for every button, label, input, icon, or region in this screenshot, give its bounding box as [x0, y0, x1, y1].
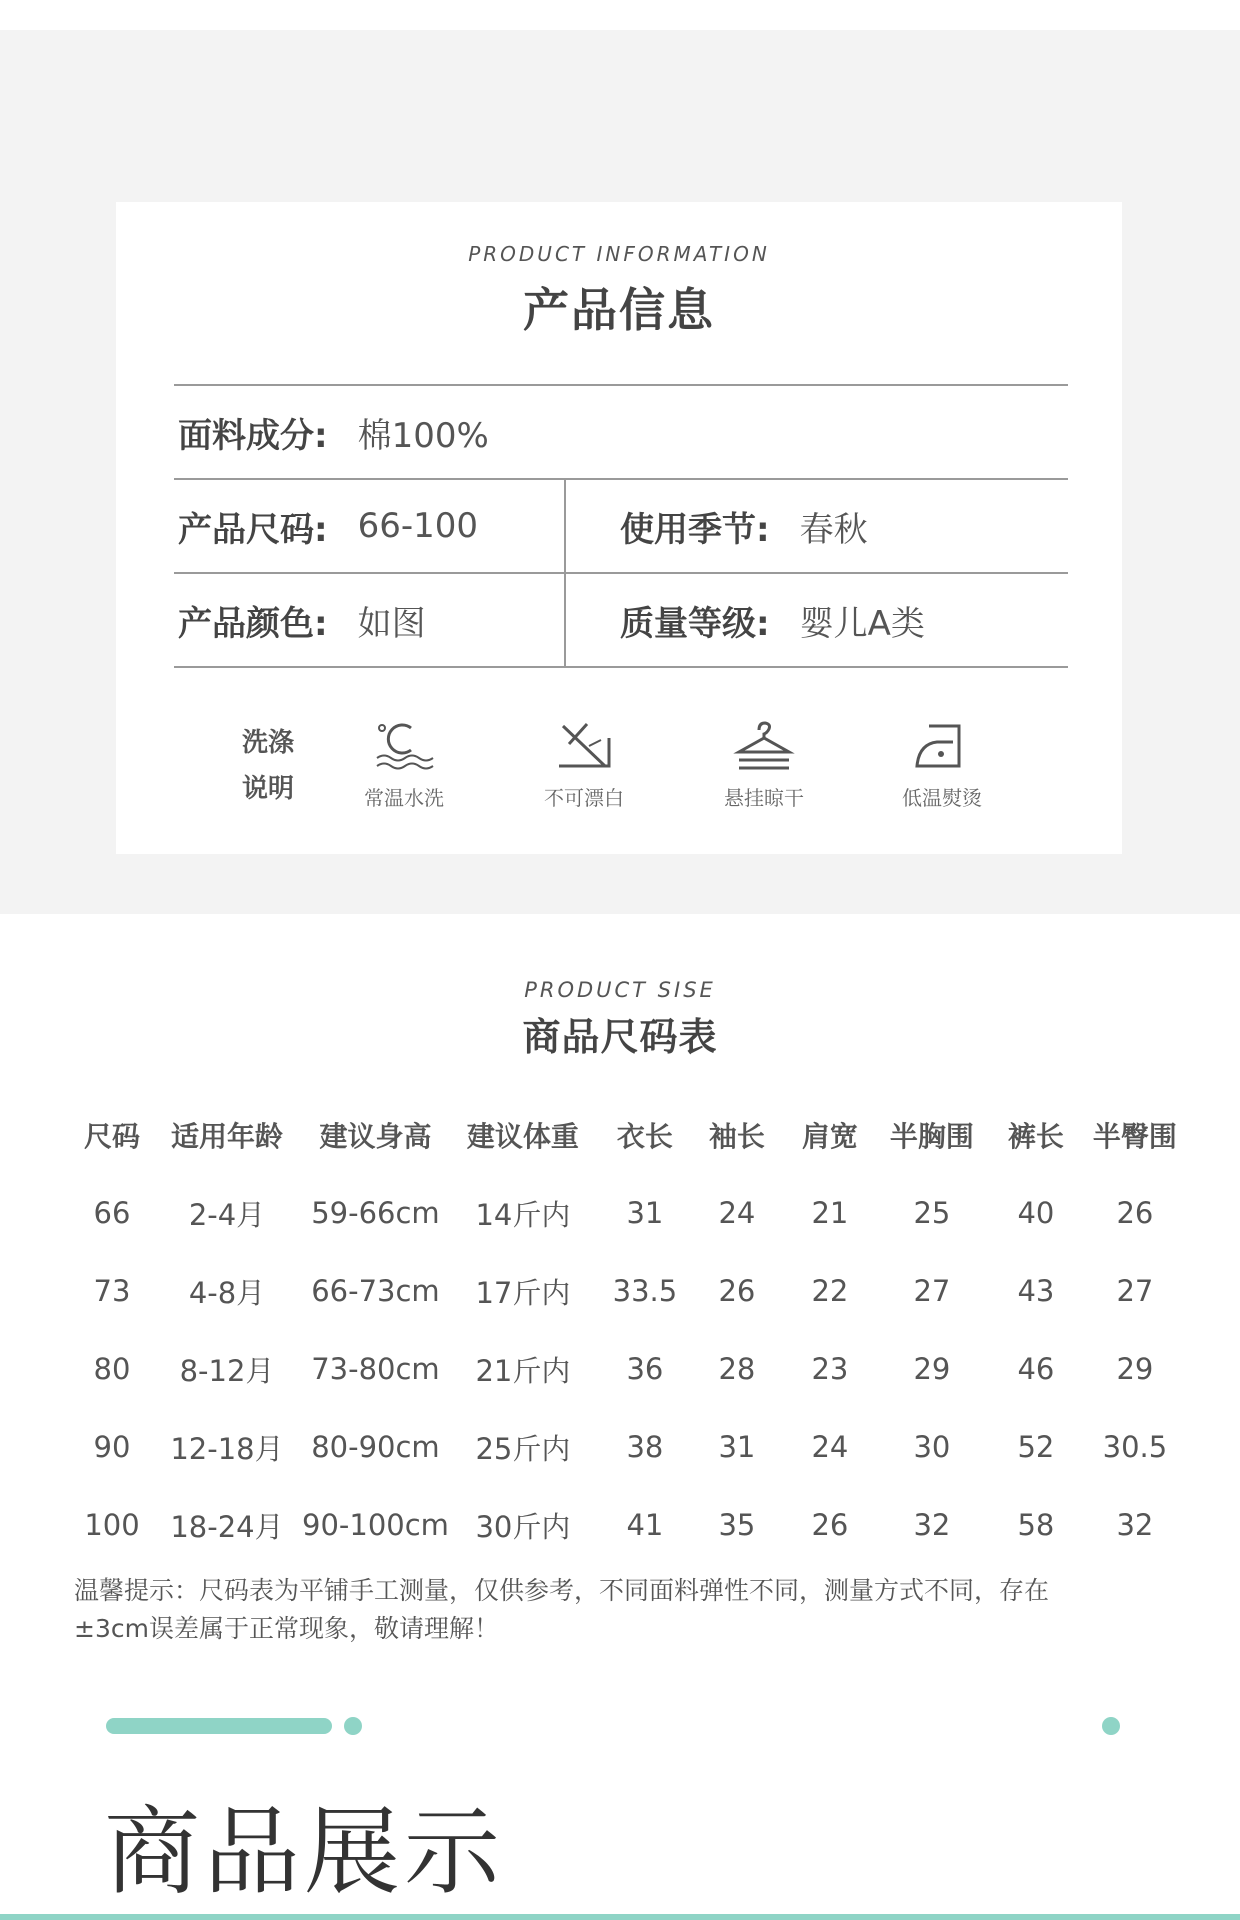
table-cell: 73 [93, 1274, 131, 1308]
table-cell: 30.5 [1102, 1430, 1168, 1464]
size-table [72, 1096, 1183, 1564]
table-cell: 80 [93, 1352, 131, 1386]
table-cell: 66-73cm [311, 1274, 440, 1308]
size-tip-line1: 温馨提示：尺码表为平铺手工测量，仅供参考，不同面料弹性不同，测量方式不同，存在 [74, 1576, 1050, 1605]
header-cell: 适用年龄 [170, 1120, 283, 1153]
header-cell: 尺码 [83, 1120, 140, 1153]
low-iron-label: 低温熨烫 [902, 786, 982, 810]
decor-dot-left [344, 1717, 362, 1735]
wash-normal-temp-icon [369, 720, 439, 774]
table-cell: 25 [913, 1196, 951, 1230]
table-cell: 29 [913, 1352, 951, 1386]
divider [174, 666, 1068, 668]
header-cell: 衣长 [616, 1120, 673, 1153]
color-value: 如图 [357, 603, 426, 644]
table-cell: 100 [84, 1508, 140, 1542]
table-cell: 31 [718, 1430, 756, 1464]
table-cell: 80-90cm [311, 1430, 440, 1464]
color-label: 产品颜色: [178, 603, 328, 644]
grade-label: 质量等级: [620, 603, 770, 644]
table-cell: 90 [93, 1430, 131, 1464]
decor-bar [106, 1718, 332, 1734]
no-bleach-label: 不可漂白 [544, 786, 624, 810]
showcase-title: 商品展示 [104, 1796, 504, 1908]
grade-value: 婴儿A类 [799, 603, 925, 644]
table-cell: 21 [811, 1196, 849, 1230]
table-cell: 73-80cm [311, 1352, 440, 1386]
table-cell: 4-8月 [188, 1275, 266, 1310]
season-row [620, 480, 868, 572]
table-cell: 26 [1116, 1196, 1154, 1230]
wash-normal-temp-label: 常温水洗 [364, 786, 444, 810]
size-value: 66-100 [357, 506, 479, 546]
top-margin [0, 0, 1240, 30]
table-cell: 33.5 [612, 1274, 678, 1308]
table-row [72, 1486, 1183, 1564]
low-iron-icon [907, 720, 977, 774]
table-cell: 36 [626, 1352, 664, 1386]
table-cell: 29 [1116, 1352, 1154, 1386]
table-cell: 8-12月 [179, 1353, 275, 1388]
size-chart-title: 商品尺码表 [522, 1015, 718, 1059]
product-info-title: 产品信息 [523, 283, 715, 337]
table-cell: 24 [811, 1430, 849, 1464]
header-cell: 建议身高 [319, 1120, 432, 1153]
table-cell: 46 [1017, 1352, 1055, 1386]
table-header-row [72, 1096, 1183, 1174]
column-divider [564, 478, 566, 668]
wash-item-no-bleach [514, 720, 654, 811]
table-cell: 66 [93, 1196, 131, 1230]
table-cell: 40 [1017, 1196, 1055, 1230]
table-cell: 27 [1116, 1274, 1154, 1308]
table-cell: 21斤内 [475, 1353, 571, 1388]
header-cell: 建议体重 [466, 1120, 579, 1153]
wash-item-normal-temp [334, 720, 474, 811]
table-cell: 17斤内 [475, 1275, 571, 1310]
header-cell: 半胸围 [889, 1120, 974, 1153]
header-cell: 裤长 [1007, 1120, 1064, 1153]
table-cell: 26 [718, 1274, 756, 1308]
header-cell: 半臀围 [1092, 1120, 1177, 1153]
size-chart-en-title: PRODUCT SISE [524, 978, 716, 1002]
table-cell: 43 [1017, 1274, 1055, 1308]
header-cell: 袖长 [708, 1120, 765, 1153]
wash-item-low-iron [872, 720, 1012, 811]
table-row [72, 1174, 1183, 1252]
fabric-row [178, 386, 489, 478]
table-cell: 31 [626, 1196, 664, 1230]
table-cell: 22 [811, 1274, 849, 1308]
table-cell: 26 [811, 1508, 849, 1542]
table-row [72, 1330, 1183, 1408]
wash-item-hang-dry [694, 720, 834, 811]
table-cell: 18-24月 [170, 1509, 284, 1544]
table-cell: 38 [626, 1430, 664, 1464]
table-cell: 30斤内 [475, 1509, 571, 1544]
table-cell: 30 [913, 1430, 951, 1464]
season-label: 使用季节: [620, 509, 770, 550]
table-cell: 2-4月 [188, 1197, 266, 1232]
decor-dot-right [1102, 1717, 1120, 1735]
no-bleach-icon [549, 720, 619, 774]
table-cell: 23 [811, 1352, 849, 1386]
table-row [72, 1408, 1183, 1486]
product-info-card [116, 202, 1122, 854]
table-cell: 14斤内 [475, 1197, 571, 1232]
header-cell: 肩宽 [801, 1120, 858, 1153]
size-row [178, 480, 478, 572]
table-cell: 24 [718, 1196, 756, 1230]
fabric-label: 面料成分: [178, 415, 328, 456]
table-cell: 12-18月 [170, 1431, 284, 1466]
table-cell: 59-66cm [311, 1196, 440, 1230]
hang-dry-label: 悬挂晾干 [724, 786, 804, 810]
fabric-value: 棉100% [357, 415, 489, 456]
table-cell: 32 [913, 1508, 951, 1542]
hang-dry-icon [729, 720, 799, 774]
table-cell: 28 [718, 1352, 756, 1386]
table-cell: 27 [913, 1274, 951, 1308]
table-cell: 32 [1116, 1508, 1154, 1542]
size-tip-line2: ±3cm误差属于正常现象，敬请理解！ [74, 1614, 499, 1643]
table-cell: 41 [626, 1508, 664, 1542]
table-cell: 25斤内 [475, 1431, 571, 1466]
table-cell: 52 [1017, 1430, 1055, 1464]
table-cell: 35 [718, 1508, 756, 1542]
table-cell: 58 [1017, 1508, 1055, 1542]
season-value: 春秋 [799, 509, 868, 550]
table-row [72, 1252, 1183, 1330]
size-tip [74, 1572, 1184, 1648]
table-cell: 90-100cm [302, 1508, 449, 1542]
grade-row [620, 574, 925, 666]
bottom-accent-line [0, 1914, 1240, 1920]
color-row [178, 574, 426, 666]
size-label: 产品尺码: [178, 509, 328, 550]
wash-instructions-label: 洗涤 说明 [241, 728, 294, 804]
product-info-en-title: PRODUCT INFORMATION [468, 242, 770, 266]
